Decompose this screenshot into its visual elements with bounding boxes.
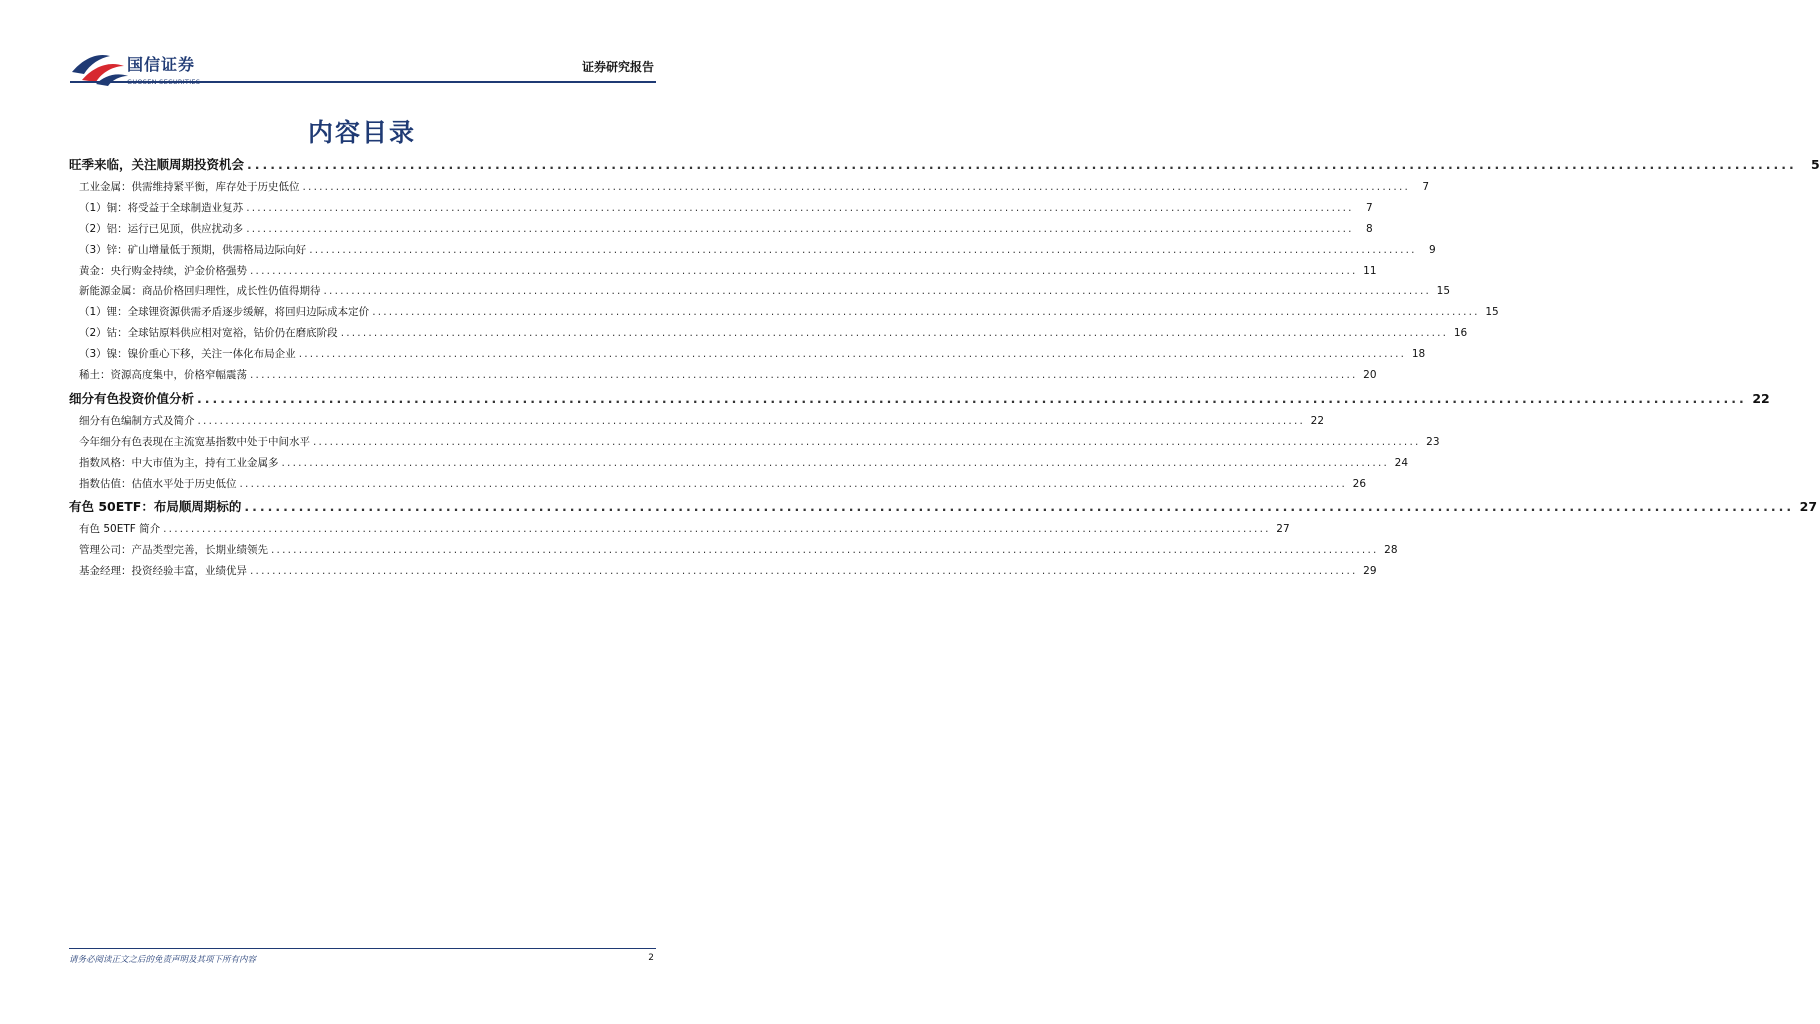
toc-leader-dots: ........................................................................................................................................................................................................ (239, 477, 1348, 490)
toc-subsection-entry[interactable] (69, 344, 1426, 365)
toc-subsection-entry[interactable] (69, 432, 1440, 453)
toc-entry-page: 24 (1394, 456, 1409, 469)
toc-entry-label: （1）铜：将受益于全球制造业复苏 (79, 201, 244, 214)
toc-leader-dots: ........................................................................................................................................................................................................ (281, 456, 1390, 469)
header-divider (70, 81, 656, 83)
toc-entry-label: （2）钴：全球钴原料供应相对宽裕，钴价仍在磨底阶段 (79, 327, 338, 340)
toc-entry-label: 管理公司：产品类型完善，长期业绩领先 (79, 544, 268, 557)
toc-subsection-entry[interactable] (69, 411, 1325, 432)
toc-leader-dots: ........................................................................................................................................................................................................ (244, 499, 1795, 515)
logo-cn: 国信证券 (127, 55, 196, 74)
toc-entry-label: 旺季来临，关注顺周期投资机会 (69, 157, 245, 172)
toc-entry-page: 15 (1436, 285, 1451, 298)
toc-subsection-entry[interactable] (69, 302, 1499, 323)
toc-leader-dots: ........................................................................................................................................................................................................ (372, 306, 1480, 319)
toc-entry-page: 22 (1752, 390, 1770, 406)
toc-entry-label: （3）锌：矿山增量低于预期，供需格局边际向好 (79, 243, 307, 256)
toc-entry-page: 18 (1411, 348, 1426, 361)
toc-entry-page: 7 (1422, 181, 1430, 193)
toc-entry-page: 27 (1799, 499, 1818, 515)
toc-leader-dots: ........................................................................................................................................................................................................ (313, 435, 1421, 448)
toc-subsection-entry[interactable] (69, 540, 1398, 561)
toc-leader-dots: ........................................................................................................................................................................................................ (250, 565, 1358, 578)
toc-entry-page: 8 (1366, 222, 1373, 235)
toc-entry-page: 28 (1384, 544, 1398, 557)
toc-entry-page: 20 (1363, 369, 1377, 382)
toc-entry-label: 指数风格：中大市值为主，持有工业金属多 (79, 456, 279, 469)
toc-leader-dots: ........................................................................................................................................................................................................ (340, 327, 1449, 340)
footer-disclaimer: 请务必阅读正文之后的免责声明及其项下所有内容 (69, 955, 257, 965)
toc-subsection-entry[interactable] (69, 240, 1436, 261)
toc-subsection-entry[interactable] (69, 519, 1290, 540)
guosen-logo-icon (70, 46, 132, 86)
toc-subsection-entry[interactable] (69, 177, 1430, 198)
toc-leader-dots: ........................................................................................................................................................................................................ (197, 390, 1747, 406)
toc-entry-page: 9 (1429, 243, 1436, 256)
toc-entry-page: 27 (1276, 523, 1290, 536)
toc-leader-dots: ........................................................................................................................................................................................................ (197, 414, 1306, 427)
toc-entry-page: 7 (1366, 201, 1373, 214)
page-number: 2 (648, 953, 654, 963)
toc-entry-label: 有色 50ETF：布局顺周期标的 (69, 499, 242, 515)
table-of-contents (69, 152, 1820, 582)
toc-leader-dots: ........................................................................................................................................................................................................ (298, 348, 1407, 361)
toc-entry-label: 新能源金属：商品价格回归理性，成长性仍值得期待 (79, 285, 321, 298)
toc-section-entry[interactable] (69, 386, 1770, 411)
toc-entry-page: 26 (1352, 477, 1367, 490)
toc-entry-page: 11 (1363, 264, 1377, 277)
toc-entry-label: 指数估值：估值水平处于历史低位 (79, 477, 237, 490)
toc-leader-dots: ........................................................................................................................................................................................................ (250, 369, 1358, 382)
footer-divider (69, 948, 656, 949)
page-header (70, 46, 656, 88)
toc-entry-label: 基金经理：投资经验丰富，业绩优异 (79, 565, 247, 578)
toc-entry-label: 细分有色投资价值分析 (69, 390, 195, 406)
toc-leader-dots: ........................................................................................................................................................................................................ (246, 201, 1354, 214)
toc-subsection-entry[interactable] (69, 561, 1377, 582)
toc-entry-label: 工业金属：供需维持紧平衡，库存处于历史低位 (79, 181, 300, 193)
toc-subsection-entry[interactable] (69, 261, 1377, 282)
toc-entry-page: 29 (1363, 565, 1377, 578)
toc-entry-page: 15 (1485, 306, 1499, 319)
toc-entry-label: 黄金：央行购金持续，沪金价格强势 (79, 264, 247, 277)
toc-section-entry[interactable] (69, 152, 1820, 177)
toc-leader-dots: ........................................................................................................................................................................................................ (246, 222, 1354, 235)
toc-subsection-entry[interactable] (69, 474, 1367, 495)
toc-entry-label: 今年细分有色表现在主流宽基指数中处于中间水平 (79, 435, 310, 448)
toc-entry-label: （1）锂：全球锂资源供需矛盾逐步缓解，将回归边际成本定价 (79, 306, 370, 319)
toc-entry-page: 22 (1310, 414, 1325, 427)
toc-subsection-entry[interactable] (69, 281, 1451, 302)
toc-entry-page: 23 (1426, 435, 1440, 448)
toc-leader-dots: ........................................................................................................................................................................................................ (309, 243, 1417, 256)
toc-leader-dots: ........................................................................................................................................................................................................ (250, 264, 1358, 277)
toc-leader-dots: ........................................................................................................................................................................................................ (302, 181, 1411, 193)
toc-leader-dots: ........................................................................................................................................................................................................ (247, 157, 1797, 172)
toc-entry-label: （3）镍：镍价重心下移，关注一体化布局企业 (79, 348, 296, 361)
toc-entry-page: 5 (1811, 157, 1820, 172)
toc-subsection-entry[interactable] (69, 365, 1377, 386)
toc-subsection-entry[interactable] (69, 219, 1373, 240)
toc-subsection-entry[interactable] (69, 453, 1409, 474)
report-type: 证券研究报告 (581, 60, 654, 74)
toc-leader-dots: ........................................................................................................................................................................................................ (271, 544, 1379, 557)
toc-leader-dots: ........................................................................................................................................................................................................ (323, 285, 1432, 298)
toc-entry-page: 16 (1453, 327, 1468, 340)
toc-entry-label: （2）铝：运行已见顶，供应扰动多 (79, 222, 244, 235)
toc-subsection-entry[interactable] (69, 198, 1373, 219)
toc-entry-label: 细分有色编制方式及简介 (79, 414, 195, 427)
toc-entry-label: 稀土：资源高度集中，价格窄幅震荡 (79, 369, 247, 382)
toc-subsection-entry[interactable] (69, 323, 1468, 344)
toc-leader-dots: ........................................................................................................................................................................................................ (163, 523, 1271, 536)
toc-section-entry[interactable] (69, 494, 1818, 519)
page-title: 内容目录 (307, 118, 416, 147)
toc-entry-label: 有色 50ETF 简介 (79, 523, 161, 536)
